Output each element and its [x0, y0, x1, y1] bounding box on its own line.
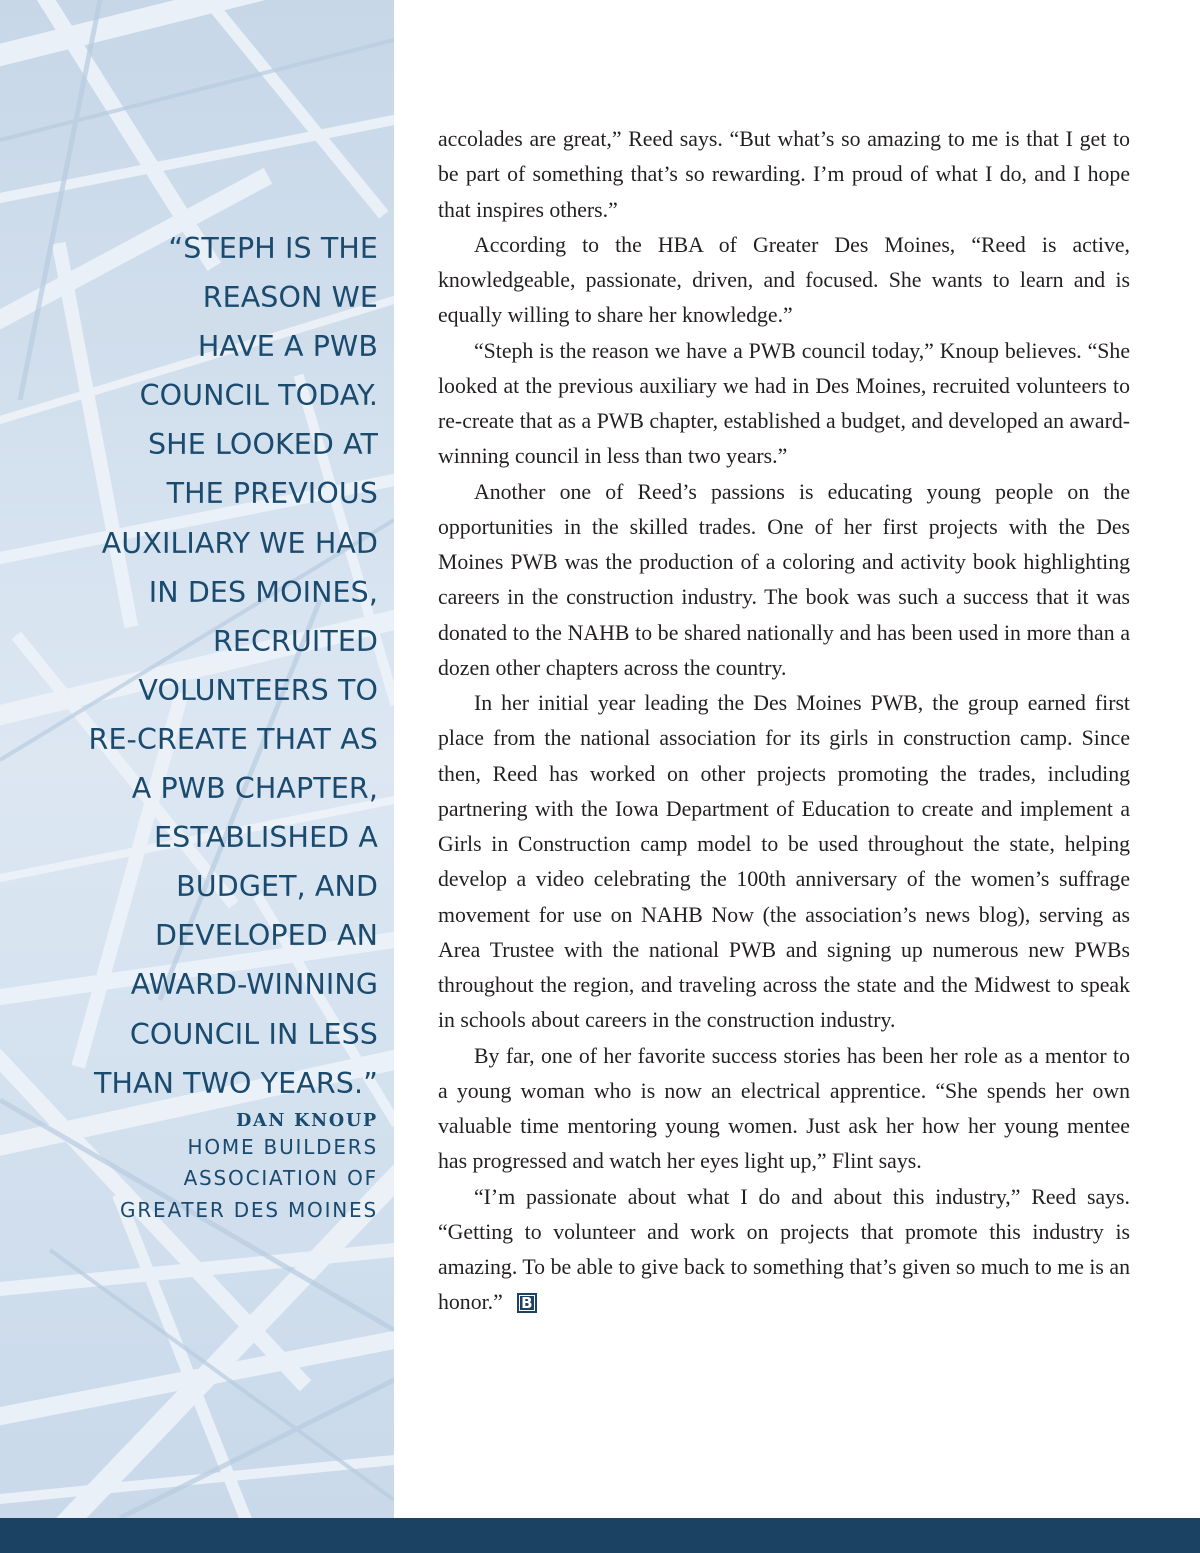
pull-quote: [40, 224, 378, 1226]
pull-quote-line: AUXILIARY WE HAD: [101, 526, 378, 560]
article-paragraph: In her initial year leading the Des Moines PWB, the group earned first place from the national association for its girls in construction camp. Since then, Reed has worked on other projects promoting the trades, including partnering with the Iowa Department of Education to create and implement a Girls in Construction camp model to be used throughout the state, helping develop a video celebrating the 100th anniversary of the women’s suffrage movement for use on NAHB Now (the association’s news blog), serving as Area Trustee with the national PWB and signing up numerous new PWBs throughout the region, and traveling across the state and the Midwest to speak in schools about careers in the construction industry.: [438, 691, 1130, 1033]
attribution-org-line: ASSOCIATION OF: [183, 1166, 378, 1191]
attribution-name: DAN KNOUP: [236, 1110, 378, 1131]
pull-quote-line: RECRUITED: [212, 624, 378, 658]
pull-quote-line: VOLUNTEERS TO: [138, 673, 378, 707]
article-paragraph: According to the HBA of Greater Des Moines, “Reed is active, knowledgeable, passionate, driven, and focused. She wants to learn and is equally willing to share her knowledge.”: [438, 232, 1130, 328]
pull-quote-line: HAVE A PWB: [197, 330, 378, 364]
pull-quote-line: ESTABLISHED A: [154, 821, 378, 855]
article-paragraph: accolades are great,” Reed says. “But what’s so amazing to me is that I get to be part of something that’s so rewarding. I’m proud of what I do, and I hope that inspires others.”: [438, 127, 1130, 222]
pull-quote-line: BUDGET, AND: [176, 870, 378, 904]
pull-quote-line: COUNCIL TODAY.: [139, 379, 378, 413]
pull-quote-line: THAN TWO YEARS.”: [93, 1066, 378, 1100]
article-paragraph-text: “I’m passionate about what I do and about this industry,” Reed says. “Getting to volunteer and work on projects that promote this industry is amazing. To be able to give back to something that’s given so much to me is an honor.”: [438, 1184, 1130, 1315]
pull-quote-line: IN DES MOINES,: [148, 575, 378, 609]
article-paragraph: Another one of Reed’s passions is educating young people on the opportunities in the skilled trades. One of her first projects with the Des Moines PWB was the production of a coloring and activity book highlighting careers in the construction industry. The book was such a success that it was donated to the NAHB to be shared nationally and has been used in more than a dozen other chapters across the country.: [438, 479, 1130, 680]
article-paragraph: “Steph is the reason we have a PWB council today,” Knoup believes. “She looked at the previous auxiliary we had in Des Moines, recruited volunteers to re-create that as a PWB chapter, established a budget, and developed an award-winning council in less than two years.”: [438, 338, 1130, 469]
pull-quote-line: SHE LOOKED AT: [147, 428, 378, 462]
article-body: [438, 122, 1130, 1321]
attribution-org-line: GREATER DES MOINES: [120, 1197, 378, 1222]
pull-quote-text: [40, 224, 378, 1108]
pull-quote-line: RE-CREATE THAT AS: [88, 722, 378, 756]
article-paragraph-last: [438, 1180, 1130, 1321]
pull-quote-line: DEVELOPED AN: [155, 919, 378, 953]
pull-quote-line: “STEPH IS THE: [168, 232, 378, 265]
pull-quote-line: THE PREVIOUS: [166, 477, 378, 511]
pull-quote-line: REASON WE: [202, 281, 378, 315]
footer-bar: [0, 1518, 1200, 1553]
pull-quote-line: COUNCIL IN LESS: [129, 1017, 378, 1051]
attribution-organization: [40, 1132, 378, 1227]
end-of-article-icon: B: [517, 1293, 537, 1313]
pull-quote-line: AWARD-WINNING: [130, 968, 378, 1002]
article-paragraph: By far, one of her favorite success stories has been her role as a mentor to a young woman who is now an electrical apprentice. “She spends her own valuable time mentoring young women. Just ask her how her young mentee has progressed and watch her eyes light up,” Flint says.: [438, 1043, 1130, 1174]
sidebar-panel: [0, 0, 394, 1518]
pull-quote-line: A PWB CHAPTER,: [131, 772, 378, 806]
attribution-org-line: HOME BUILDERS: [187, 1134, 378, 1159]
